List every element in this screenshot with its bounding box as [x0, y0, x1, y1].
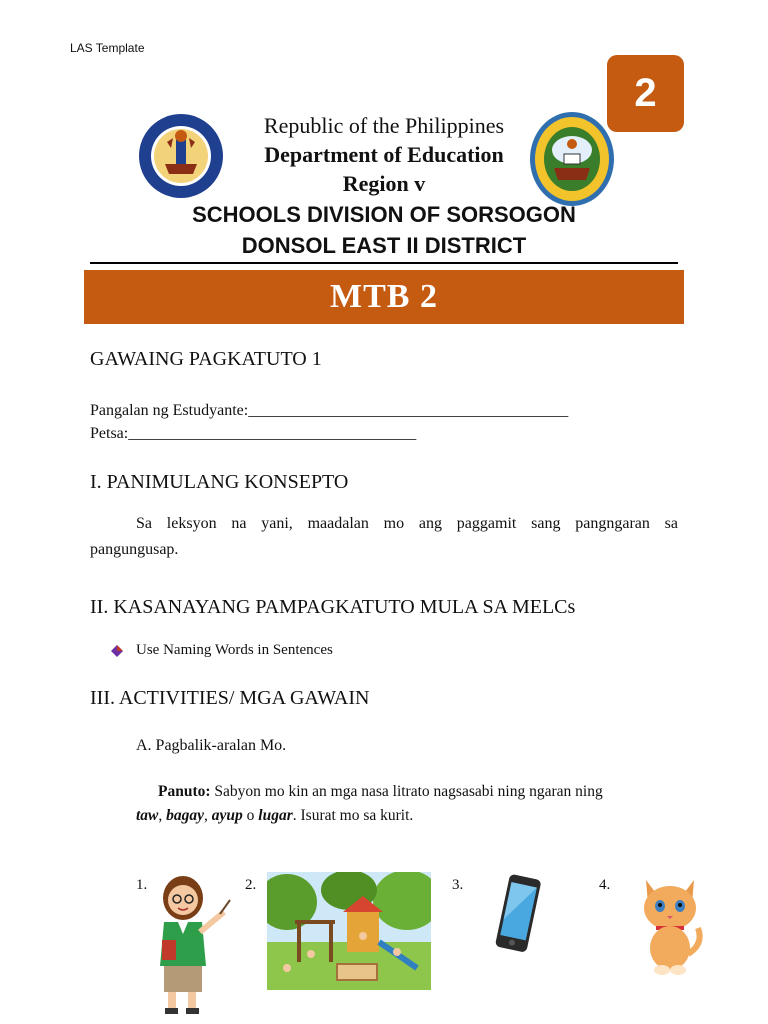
section1-text-line1: Sa leksyon na yani, maadalan mo ang paggamit sang pangngaran sa [136, 515, 678, 532]
item-number-1: 1. [136, 877, 148, 893]
instructions-label: Panuto: [158, 783, 211, 800]
subsection-a: A. Pagbalik-aralan Mo. [136, 737, 287, 754]
instructions-line1 [158, 783, 678, 801]
banner-title: MTB 2 [330, 278, 438, 315]
section1-text-line2: pangungusap. [90, 541, 179, 558]
item-number-3: 3. [452, 877, 464, 893]
section1-title: I. PANIMULANG KONSEPTO [90, 471, 349, 493]
instructions-line2: taw, bagay, ayup o lugar. Isurat mo sa kurit. [136, 807, 414, 824]
header-divider [90, 262, 678, 264]
template-label: LAS Template [70, 41, 145, 55]
section2-bullet-text: Use Naming Words in Sentences [136, 642, 333, 658]
department-heading: Department of Education [264, 142, 504, 167]
teacher-icon [150, 870, 235, 1020]
diamond-bullet-icon [111, 645, 123, 657]
grade-badge: 2 [607, 55, 684, 132]
phone-icon [488, 872, 546, 956]
instructions-text: Sabyon mo kin an mga nasa litrato nagsasabi ning ngaran ning [210, 783, 603, 800]
subject-banner [84, 270, 684, 324]
word-ayup: ayup [211, 807, 243, 824]
cat-icon [636, 874, 706, 978]
word-lugar: lugar [258, 807, 293, 824]
division-heading: SCHOOLS DIVISION OF SORSOGON [192, 202, 576, 227]
date-field[interactable]: Petsa:____________________________________ [90, 425, 417, 442]
activity-title: GAWAING PAGKATUTO 1 [90, 348, 322, 370]
playground-icon [267, 872, 431, 990]
word-bagay: bagay [166, 807, 205, 824]
word-taw: taw [136, 807, 159, 824]
item-number-2: 2. [245, 877, 257, 893]
section2-title: II. KASANAYANG PAMPAGKATUTO MULA SA MELCs [90, 596, 576, 618]
student-name-field[interactable]: Pangalan ng Estudyante:________________________________________ [90, 402, 569, 419]
republic-heading: Republic of the Philippines [263, 113, 505, 138]
region-heading: Region v [342, 171, 426, 196]
district-heading: DONSOL EAST II DISTRICT [241, 233, 527, 258]
section3-title: III. ACTIVITIES/ MGA GAWAIN [90, 687, 370, 709]
item-number-4: 4. [599, 877, 611, 893]
